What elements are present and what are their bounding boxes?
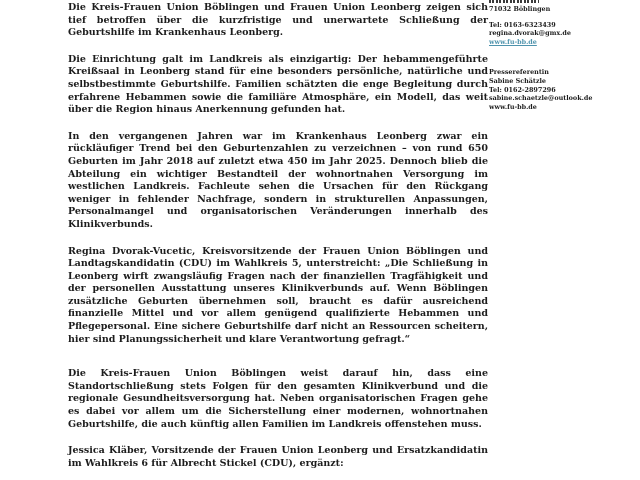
website-link[interactable]: www.fu-bb.de xyxy=(489,37,537,46)
paragraph-standortschliessung: Die Kreis-Frauen Union Böblingen weist darauf hin, dass eine Standortschließung stets Folgen für den gesamten Klinikverbund und die regionale Gesundheitsversorgung hat. Neben organisatorischen Fragen gehe es dabei vor allem um die Sicherstellung einer modernen, wohnortnahen Geburtshilfe, die auch künftig allen Familien im Landkreis offenstehen muss. xyxy=(68,368,488,430)
email-address-2: sabine.schaetzle@outlook.de xyxy=(489,94,593,103)
paragraph-zitat-dvorak-vucetic: Regina Dvorak-Vucetic, Kreisvorsitzende der Frauen Union Böblingen und Landtagskandidatin (CDU) im Wahlkreis 5, unterstreicht: „Die Schließung in Leonberg wirft zwangsläufig Fragen nach der finanziellen Tragfähigkeit und der personellen Ausstattung unseres Klinikverbunds auf. Wenn Böblingen zusätzliche Geburten übernehmen soll, braucht es dafür ausreichend finanzielle Mittel und vor allem genügend qualifizierte Hebammen und Pflegepersonal. Eine sichere Geburtshilfe darf nicht an Ressourcen scheitern, hier sind Planungssicherheit und klare Verantwortung gefragt.“ xyxy=(68,245,488,345)
paragraph-einrichtung: Die Einrichtung galt im Landkreis als einzigartig: Der hebammengeführte Kreißsaal in Leonberg stand für eine besonders persönliche, natürliche und selbstbestimmte Geburtshilfe. Familien schätzten die enge Begleitung durch erfahrene Hebammen sowie die familiäre Atmosphäre, ein Modell, das weit über die Region hinaus Anerkennung gefunden hat. xyxy=(68,53,488,116)
postal-city: 71032 Böblingen xyxy=(489,5,551,13)
address-line-clipped xyxy=(489,0,539,3)
press-officer-name: Sabine Schätzle xyxy=(489,76,546,85)
contact-sidebar xyxy=(489,0,614,111)
paragraph-klaeber-einleitung: Jessica Kläber, Vorsitzende der Frauen Union Leonberg und Ersatzkandidatin im Wahlkreis 6 für Albrecht Stickel (CDU), ergänzt: xyxy=(68,445,488,469)
article-body xyxy=(68,2,488,480)
phone-number-1: Tel: 0163-6323439 xyxy=(489,20,556,29)
website-text: www.fu-bb.de xyxy=(489,102,537,111)
paragraph-intro: Die Kreis-Frauen Union Böblingen und Frauen Union Leonberg zeigen sich tief betroffen über die kurzfristige und unerwartete Schließung der Geburtshilfe im Krankenhaus Leonberg. xyxy=(68,2,488,39)
paragraph-geburtenzahlen: In den vergangenen Jahren war im Krankenhaus Leonberg zwar ein rückläufiger Trend bei den Geburtenzahlen zu verzeichnen – von rund 650 Geburten im Jahr 2018 auf zuletzt etwa 450 im Jahr 2025. Dennoch blieb die Abteilung ein wichtiger Bestandteil der wohnortnahen Versorgung im westlichen Landkreis. Fachleute sehen die Ursachen für den Rückgang weniger in fehlender Nachfrage, sondern in strukturellen Anpassungen, Personalmangel und organisatorischen Veränderungen innerhalb des Klinikverbunds. xyxy=(68,130,488,230)
contact-block-pressereferentin xyxy=(489,68,614,111)
phone-number-2: Tel: 0162-2897296 xyxy=(489,85,556,94)
press-officer-role: Pressereferentin xyxy=(489,68,549,77)
contact-block-kreisvorsitzende xyxy=(489,21,614,47)
email-address-1: regina.dvorak@gmx.de xyxy=(489,29,571,38)
